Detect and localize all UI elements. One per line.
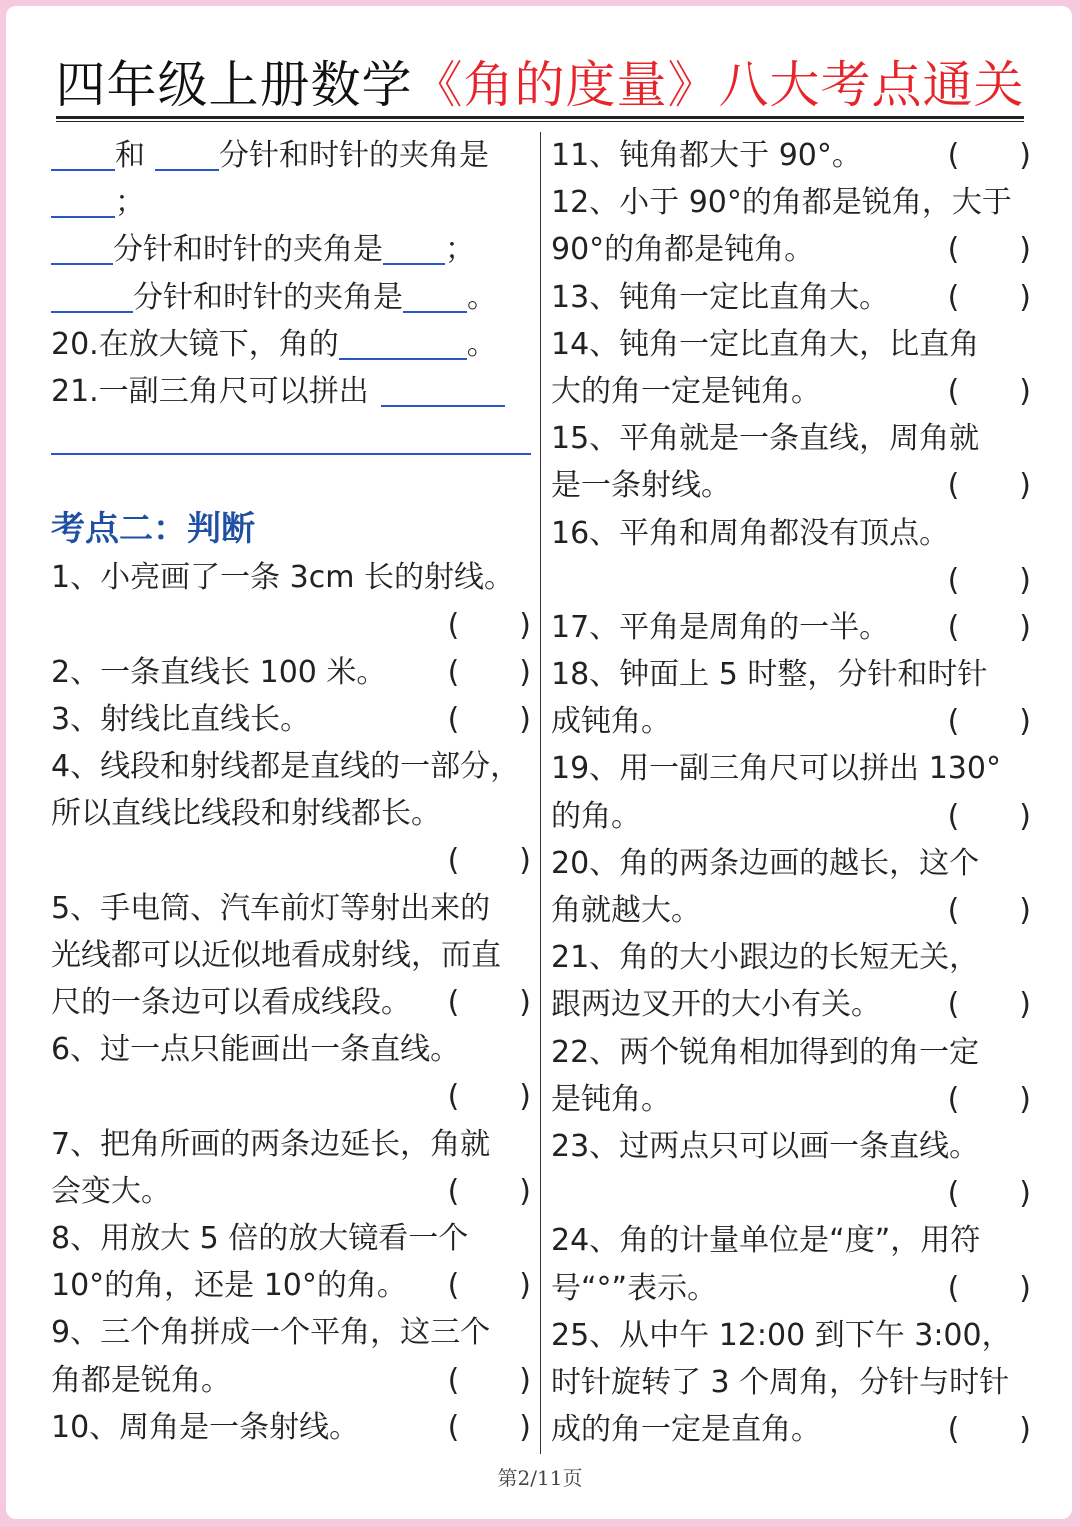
question-line: [551, 462, 1031, 509]
question-line: [51, 602, 531, 649]
question-text: 会变大。: [51, 1173, 171, 1209]
question-text: 16、平角和周角都没有顶点。: [551, 515, 950, 551]
left-column: [51, 132, 531, 1451]
answer-parentheses[interactable]: ( ): [947, 468, 1031, 504]
question-text: 成钝角。: [551, 704, 671, 740]
answer-blank[interactable]: [51, 137, 115, 171]
column-divider: [540, 132, 541, 1454]
question-text: 时针旋转了 3 个周角，分针与时针: [551, 1364, 1010, 1400]
question-line: [51, 790, 531, 837]
answer-parentheses[interactable]: ( ): [447, 654, 531, 690]
question-text: 3、射线比直线长。: [51, 701, 311, 737]
question-text: 7、把角所画的两条边延长，角就: [51, 1126, 491, 1162]
question-text: 成的角一定是直角。: [551, 1412, 821, 1448]
question-line: [551, 1029, 1031, 1076]
question-text: 17、平角是周角的一半。: [551, 609, 890, 645]
question-line: [51, 1357, 531, 1404]
question-line: [551, 1406, 1031, 1453]
question-line: [51, 1404, 531, 1451]
answer-parentheses[interactable]: ( ): [447, 701, 531, 737]
answer-parentheses[interactable]: ( ): [947, 609, 1031, 645]
answer-parentheses[interactable]: ( ): [947, 798, 1031, 834]
question-list: [551, 132, 1031, 1453]
question-line: [551, 1312, 1031, 1359]
section-heading: 考点二：判断: [51, 509, 255, 550]
answer-blank[interactable]: [155, 137, 219, 171]
question-text: 6、过一点只能画出一条直线。: [51, 1032, 461, 1068]
page-number: 第2/11页: [497, 1466, 583, 1490]
question-line: [551, 1217, 1031, 1264]
question-line: [551, 226, 1031, 273]
answer-parentheses[interactable]: ( ): [947, 1081, 1031, 1117]
fill-line: 分针和时针的夹角是 。: [51, 274, 531, 321]
answer-parentheses[interactable]: ( ): [947, 987, 1031, 1023]
question-line: [51, 1168, 531, 1215]
answer-parentheses[interactable]: ( ): [947, 138, 1031, 173]
question-line: [51, 696, 531, 743]
question-text: 4、线段和射线都是直线的一部分，: [51, 749, 521, 785]
question-line: [51, 1073, 531, 1120]
question-text: 5、手电筒、汽车前灯等射出来的: [51, 890, 491, 926]
answer-parentheses[interactable]: ( ): [947, 279, 1031, 315]
question-text: 11、钝角都大于 90°。: [551, 138, 862, 173]
fill-line: 20.在放大镜下，角的 。: [51, 326, 497, 362]
question-text: 25、从中午 12:00 到下午 3:00，: [551, 1317, 1012, 1353]
question-line: [551, 698, 1031, 745]
question-line: [551, 1170, 1031, 1217]
question-line: [51, 1262, 531, 1309]
question-text: 光线都可以近似地看成射线，而直: [51, 937, 501, 973]
question-text: 角就越大。: [551, 893, 701, 928]
answer-parentheses[interactable]: ( ): [947, 1176, 1031, 1212]
question-text: 8、用放大 5 倍的放大镜看一个: [51, 1220, 469, 1256]
answer-parentheses[interactable]: ( ): [947, 1412, 1031, 1448]
question-line: [51, 1121, 531, 1168]
fill-line: ；: [51, 179, 531, 226]
question-line: [551, 1265, 1031, 1312]
answer-parentheses[interactable]: ( ): [447, 1268, 531, 1304]
answer-blank[interactable]: [403, 279, 467, 313]
right-column: [551, 132, 1031, 1453]
question-line: [551, 745, 1031, 792]
question-text: 角都是锐角。: [51, 1362, 231, 1398]
question-text: 2、一条直线长 100 米。: [51, 654, 387, 690]
question-line: [551, 321, 1031, 368]
question-line: [551, 510, 1031, 557]
question-line: [51, 1309, 531, 1356]
answer-parentheses[interactable]: ( ): [947, 893, 1031, 928]
answer-blank[interactable]: [51, 231, 113, 265]
question-text: 号“°”表示。: [551, 1270, 718, 1306]
question-line: [51, 1215, 531, 1262]
question-text: 24、角的计量单位是“度”，用符: [551, 1223, 981, 1259]
question-line: [551, 1076, 1031, 1123]
question-line: [551, 793, 1031, 840]
question-line: [551, 368, 1031, 415]
fill-line: [51, 415, 531, 462]
question-text: 90°的角都是钝角。: [551, 232, 815, 268]
question-text: 是钝角。: [551, 1081, 671, 1117]
answer-blank[interactable]: [339, 326, 467, 360]
answer-blank[interactable]: [51, 279, 133, 313]
answer-parentheses[interactable]: ( ): [947, 373, 1031, 409]
question-line: [551, 274, 1031, 321]
title-highlight: 《角的度量》八大考点通关: [412, 56, 1025, 114]
question-line: [51, 885, 531, 932]
question-text: 12、小于 90°的角都是锐角，大于: [551, 185, 1012, 221]
title-prefix: 四年级上册数学: [55, 56, 413, 114]
question-text: 9、三个角拼成一个平角，这三个: [51, 1315, 491, 1351]
question-line: [51, 743, 531, 790]
question-line: [551, 840, 1031, 887]
question-line: [551, 179, 1031, 226]
question-line: [551, 557, 1031, 604]
answer-parentheses[interactable]: ( ): [447, 1362, 531, 1398]
question-text: 15、平角就是一条直线，周角就: [551, 421, 980, 457]
question-line: [51, 932, 531, 979]
question-list: [51, 554, 531, 1451]
question-text: 19、用一副三角尺可以拼出 130°: [551, 751, 1001, 787]
question-text: 所以直线比线段和射线都长。: [51, 796, 441, 832]
answer-parentheses[interactable]: ( ): [447, 1079, 531, 1115]
answer-parentheses[interactable]: ( ): [447, 1409, 531, 1445]
fill-line: 分针和时针的夹角是 ；: [51, 226, 531, 273]
answer-blank[interactable]: [381, 373, 505, 407]
question-text: 14、钝角一定比直角大，比直角: [551, 326, 980, 362]
title-rule: [56, 116, 1024, 119]
question-text: 1、小亮画了一条 3cm 长的射线。: [51, 560, 514, 596]
answer-parentheses[interactable]: ( ): [947, 562, 1031, 598]
answer-parentheses[interactable]: ( ): [947, 704, 1031, 740]
question-line: [51, 979, 531, 1026]
answer-parentheses[interactable]: ( ): [447, 607, 531, 643]
question-line: [551, 887, 1031, 934]
question-line: [551, 981, 1031, 1028]
answer-blank[interactable]: [51, 453, 531, 455]
question-text: 尺的一条边可以看成线段。: [51, 985, 411, 1020]
question-text: 是一条射线。: [551, 468, 731, 504]
question-text: 10°的角，还是 10°的角。: [51, 1268, 407, 1304]
question-line: [551, 415, 1031, 462]
question-line: [551, 1123, 1031, 1170]
question-line: [551, 1359, 1031, 1406]
question-line: [551, 132, 1031, 179]
answer-parentheses[interactable]: ( ): [447, 1173, 531, 1209]
answer-blank[interactable]: [51, 184, 115, 218]
question-line: [551, 604, 1031, 651]
question-text: 跟两边叉开的大小有关。: [551, 987, 881, 1023]
page-title: [0, 52, 1080, 118]
question-text: 13、钝角一定比直角大。: [551, 279, 890, 315]
title-rule-thin: [56, 121, 1024, 122]
question-line: [51, 554, 531, 601]
fill-line: 21.一副三角尺可以拼出: [51, 368, 531, 415]
question-line: [551, 651, 1031, 698]
answer-parentheses[interactable]: ( ): [447, 985, 531, 1020]
question-text: 大的角一定是钝角。: [551, 373, 821, 409]
question-line: [51, 649, 531, 696]
fill-line: 和 分针和时针的夹角是: [51, 132, 531, 179]
answer-parentheses[interactable]: ( ): [947, 232, 1031, 268]
question-line: [51, 837, 531, 884]
question-line: [51, 1026, 531, 1073]
question-text: 10、周角是一条射线。: [51, 1409, 360, 1445]
question-text: 23、过两点只可以画一条直线。: [551, 1128, 980, 1164]
question-text: 的角。: [551, 798, 641, 834]
question-text: 20、角的两条边画的越长，这个: [551, 845, 980, 881]
answer-parentheses[interactable]: ( ): [947, 1270, 1031, 1306]
answer-parentheses[interactable]: ( ): [447, 843, 531, 879]
question-text: 21、角的大小跟边的长短无关，: [551, 940, 980, 976]
question-text: 18、钟面上 5 时整，分针和时针: [551, 657, 988, 693]
question-text: 22、两个锐角相加得到的角一定: [551, 1034, 980, 1070]
question-line: [551, 934, 1031, 981]
answer-blank[interactable]: [383, 231, 445, 265]
